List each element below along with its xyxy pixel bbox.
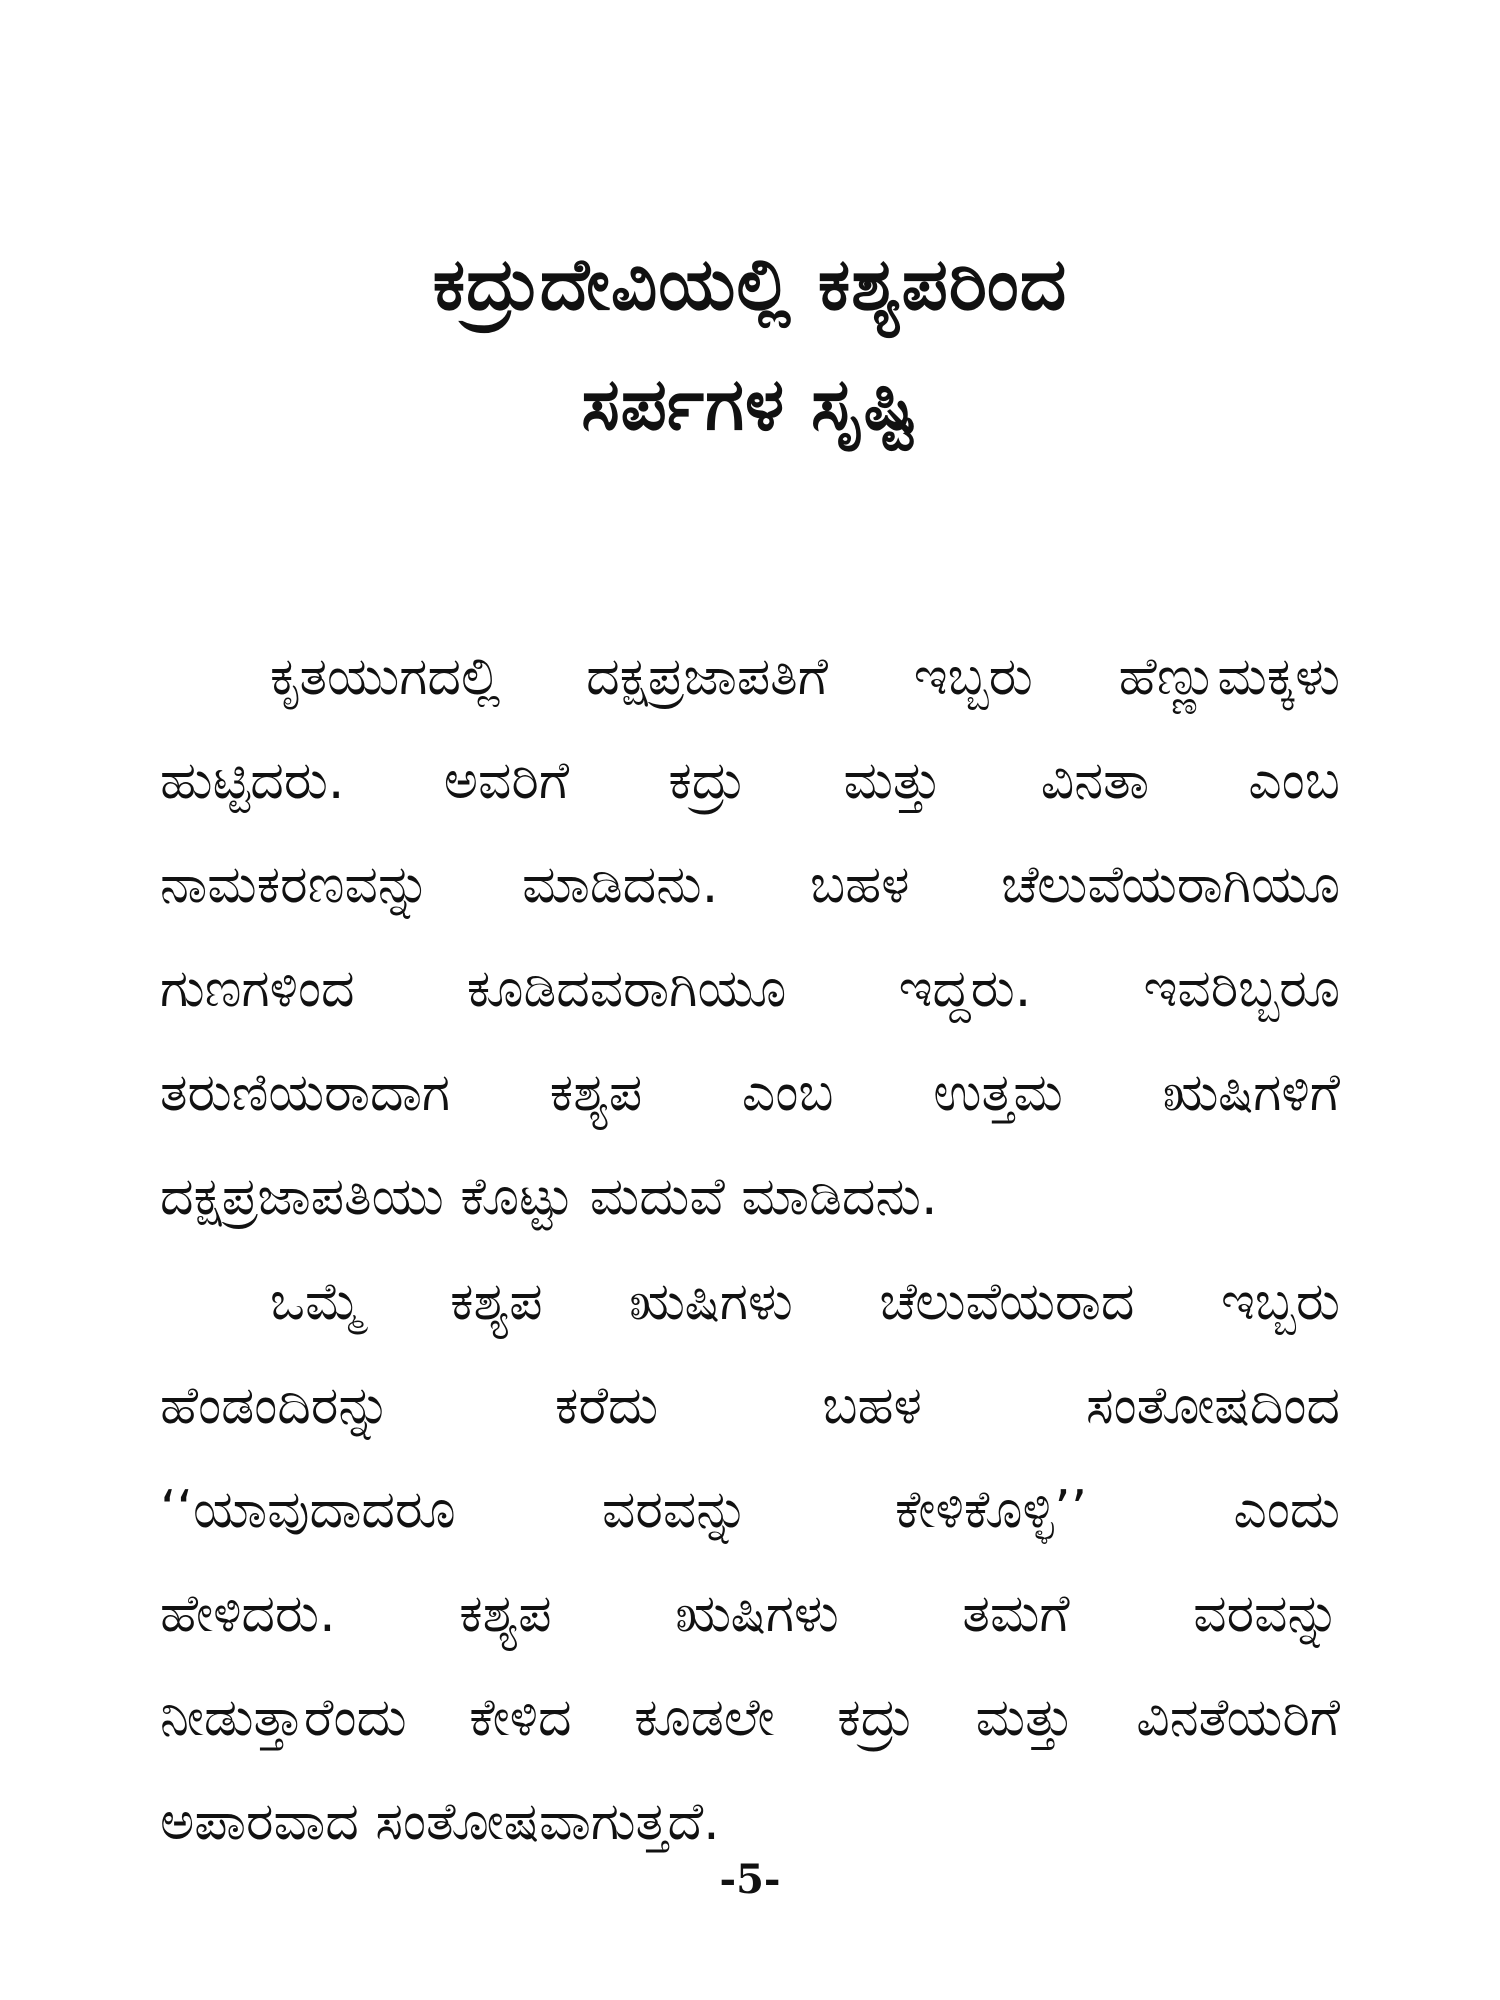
paragraph-line: ನಾಮಕರಣವನ್ನು ಮಾಡಿದನು. ಬಹಳ ಚೆಲುವೆಯರಾಗಿಯೂ bbox=[160, 855, 1340, 915]
chapter-title-line-1: ಕದ್ರುದೇವಿಯಲ್ಲಿ ಕಶ್ಯಪರಿಂದ bbox=[432, 242, 1068, 326]
paragraph-line: ಒಮ್ಮೆ ಕಶ್ಯಪ ಋಷಿಗಳು ಚೆಲುವೆಯರಾದ ಇಬ್ಬರು bbox=[270, 1272, 1340, 1332]
paragraph-1 bbox=[160, 625, 1340, 1249]
paragraph-line: ಅಪಾರವಾದ ಸಂತೋಷವಾಗುತ್ತದೆ. bbox=[160, 1792, 720, 1852]
chapter-title-line-2: ಸರ್ಪಗಳ ಸೃಷ್ಟಿ bbox=[581, 362, 919, 446]
page-number: -5- bbox=[719, 1856, 781, 1903]
paragraph-line: ಹುಟ್ಟಿದರು. ಅವರಿಗೆ ಕದ್ರು ಮತ್ತು ವಿನತಾ ಎಂಬ bbox=[160, 751, 1340, 811]
paragraph-2 bbox=[160, 1250, 1340, 1874]
paragraph-line: ನೀಡುತ್ತಾರೆಂದು ಕೇಳಿದ ಕೂಡಲೇ ಕದ್ರು ಮತ್ತು ವಿನತೆಯರಿಗೆ bbox=[160, 1688, 1340, 1748]
paragraph-line: ಕೃತಯುಗದಲ್ಲಿ ದಕ್ಷಪ್ರಜಾಪತಿಗೆ ಇಬ್ಬರು ಹೆಣ್ಣುಮಕ್ಕಳು bbox=[270, 647, 1340, 707]
paragraph-line: ‘‘ಯಾವುದಾದರೂ ವರವನ್ನು ಕೇಳಿಕೊಳ್ಳಿ’’ ಎಂದು bbox=[160, 1480, 1340, 1540]
paragraph-line: ಹೇಳಿದರು. ಕಶ್ಯಪ ಋಷಿಗಳು ತಮಗೆ ವರವನ್ನು bbox=[160, 1584, 1340, 1644]
paragraph-line: ಹೆಂಡಂದಿರನ್ನು ಕರೆದು ಬಹಳ ಸಂತೋಷದಿಂದ bbox=[160, 1376, 1340, 1436]
paragraph-line: ದಕ್ಷಪ್ರಜಾಪತಿಯು ಕೊಟ್ಟು ಮದುವೆ ಮಾಡಿದನು. bbox=[160, 1167, 938, 1227]
paragraph-line: ಗುಣಗಳಿಂದ ಕೂಡಿದವರಾಗಿಯೂ ಇದ್ದರು. ಇವರಿಬ್ಬರೂ bbox=[160, 959, 1340, 1019]
paragraph-line: ತರುಣಿಯರಾದಾಗ ಕಶ್ಯಪ ಎಂಬ ಉತ್ತಮ ಋಷಿಗಳಿಗೆ bbox=[160, 1063, 1340, 1123]
